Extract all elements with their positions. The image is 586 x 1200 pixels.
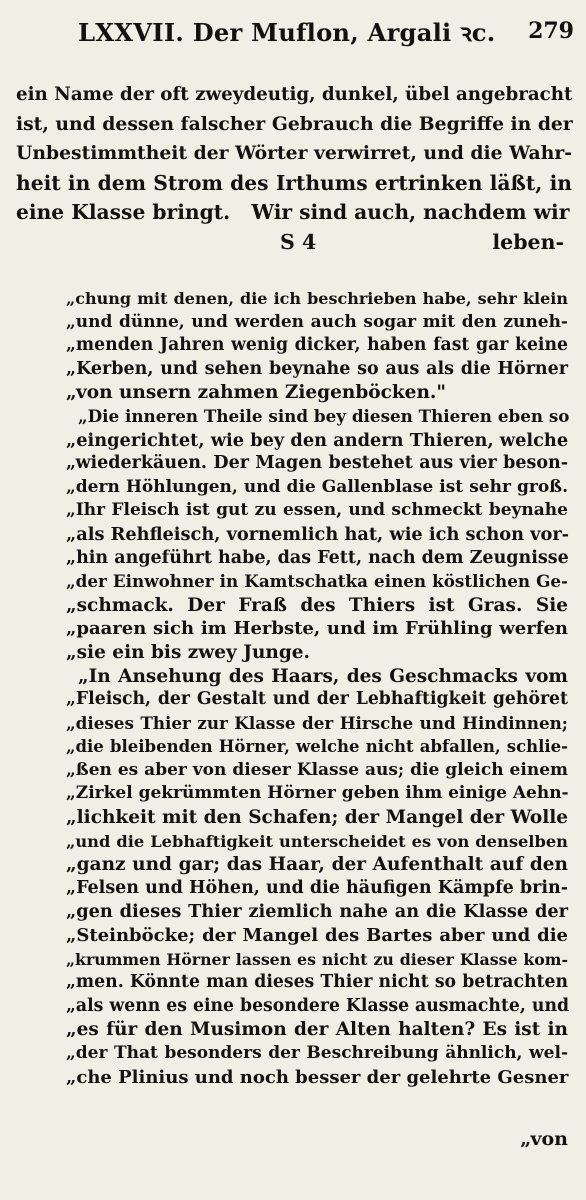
quote-line: „Ihr Fleisch ist gut zu essen, und schmeckt beynahe bbox=[66, 500, 568, 521]
quote-line: „dern Höhlungen, und die Gallenblase ist sehr groß. bbox=[66, 476, 568, 497]
page-number: 279 bbox=[528, 18, 574, 44]
quote-line: „krummen Hörner lassen es nicht zu dieser Klasse kom- bbox=[66, 949, 568, 969]
main-paragraph bbox=[16, 80, 572, 257]
text-line: eine Klasse bringt. Wir sind auch, nachdem wir bbox=[16, 200, 570, 224]
quote-line: „ganz und gar; das Haar, der Aufenthalt auf den bbox=[66, 854, 568, 876]
quote-line: „lichkeit mit den Schafen; der Mangel der Wolle bbox=[66, 807, 569, 829]
quote-line: „sie ein bis zwey Junge. bbox=[66, 641, 310, 663]
text-line: Unbestimmtheit der Wörter verwirret, und die Wahr- bbox=[16, 142, 572, 164]
text-line: heit in dem Strom des Irthums ertrinken läßt, in bbox=[16, 170, 572, 195]
quote-line: „Fleisch, der Gestalt und der Lebhaftigkeit gehöret bbox=[66, 689, 568, 710]
catchword: „von bbox=[520, 1128, 568, 1150]
text-line: ein Name der oft zweydeutig, dunkel, übel angebracht bbox=[16, 84, 573, 105]
quote-line: „ßen es aber von dieser Klasse aus; die gleich einem bbox=[66, 759, 568, 780]
quote-line: „paaren sich im Herbste, und im Frühling werfen bbox=[66, 618, 568, 640]
quote-line: „chung mit denen, die ich beschrieben habe, sehr klein bbox=[66, 289, 568, 308]
signature-mark: S 4 bbox=[280, 229, 317, 254]
quote-line: „die bleibenden Hörner, welche nicht abfallen, schlie- bbox=[66, 737, 568, 757]
quote-line: „Kerben, und sehen beynahe so aus als die Hörner bbox=[66, 358, 568, 379]
catchword: leben- bbox=[492, 229, 564, 254]
quote-line: „In Ansehung des Haars, des Geschmacks vom bbox=[78, 665, 568, 687]
quote-line: „wiederkäuen. Der Magen bestehet aus vier beson- bbox=[66, 453, 568, 474]
quotation-block bbox=[66, 287, 568, 1089]
quote-line: „und dünne, und werden auch sogar mit den zuneh- bbox=[66, 311, 568, 332]
signature-row bbox=[16, 228, 572, 258]
quote-line: „es für den Musimon der Alten halten? Es ist in bbox=[66, 1019, 568, 1041]
quote-line: „als wenn es eine besondere Klasse ausmachte, und bbox=[66, 995, 570, 1016]
quote-line: „gen dieses Thier ziemlich nahe an die Klasse der bbox=[66, 901, 568, 923]
quote-line: „hin angeführt habe, das Fett, nach dem Zeugnisse bbox=[66, 547, 569, 568]
quote-line: „von unsern zahmen Ziegenböcken." bbox=[66, 382, 446, 404]
quote-line: „menden Jahren wenig dicker, haben fast gar keine bbox=[66, 335, 568, 356]
running-title: LXXVII. Der Muflon, Argali ꝛc. bbox=[78, 18, 496, 47]
quote-line: „schmack. Der Fraß des Thiers ist Gras. Sie bbox=[66, 594, 568, 616]
quote-line: „che Plinius und noch besser der gelehrte Gesner bbox=[66, 1066, 569, 1088]
quote-line: „eingerichtet, wie bey den andern Thieren, welche bbox=[66, 429, 569, 451]
quote-line: „der Einwohner in Kamtschatka einen köstlichen Ge- bbox=[66, 571, 568, 592]
quote-line: „dieses Thier zur Klasse der Hirsche und Hindinnen; bbox=[66, 712, 568, 733]
quote-line: „Die inneren Theile sind bey diesen Thieren eben so bbox=[78, 405, 570, 426]
quote-line: „als Rehfleisch, vornemlich hat, wie ich schon vor- bbox=[66, 523, 570, 545]
quote-line: „Steinböcke; der Mangel des Bartes aber und die bbox=[66, 925, 568, 947]
quote-line: „Zirkel gekrümmten Hörner geben ihm einige Aehn- bbox=[66, 783, 569, 804]
text-line: ist, und dessen falscher Gebrauch die Begriffe in der bbox=[16, 112, 573, 135]
quote-line: „der That besonders der Beschreibung ähnlich, wel- bbox=[66, 1043, 568, 1063]
quote-line: „Felsen und Höhen, und die häufigen Kämpfe brin- bbox=[66, 877, 568, 898]
page-header bbox=[78, 16, 574, 50]
quote-line: „und die Lebhaftigkeit unterscheidet es von denselben bbox=[66, 831, 568, 851]
quote-line: „men. Könnte man dieses Thier nicht so betrachten bbox=[66, 972, 568, 993]
